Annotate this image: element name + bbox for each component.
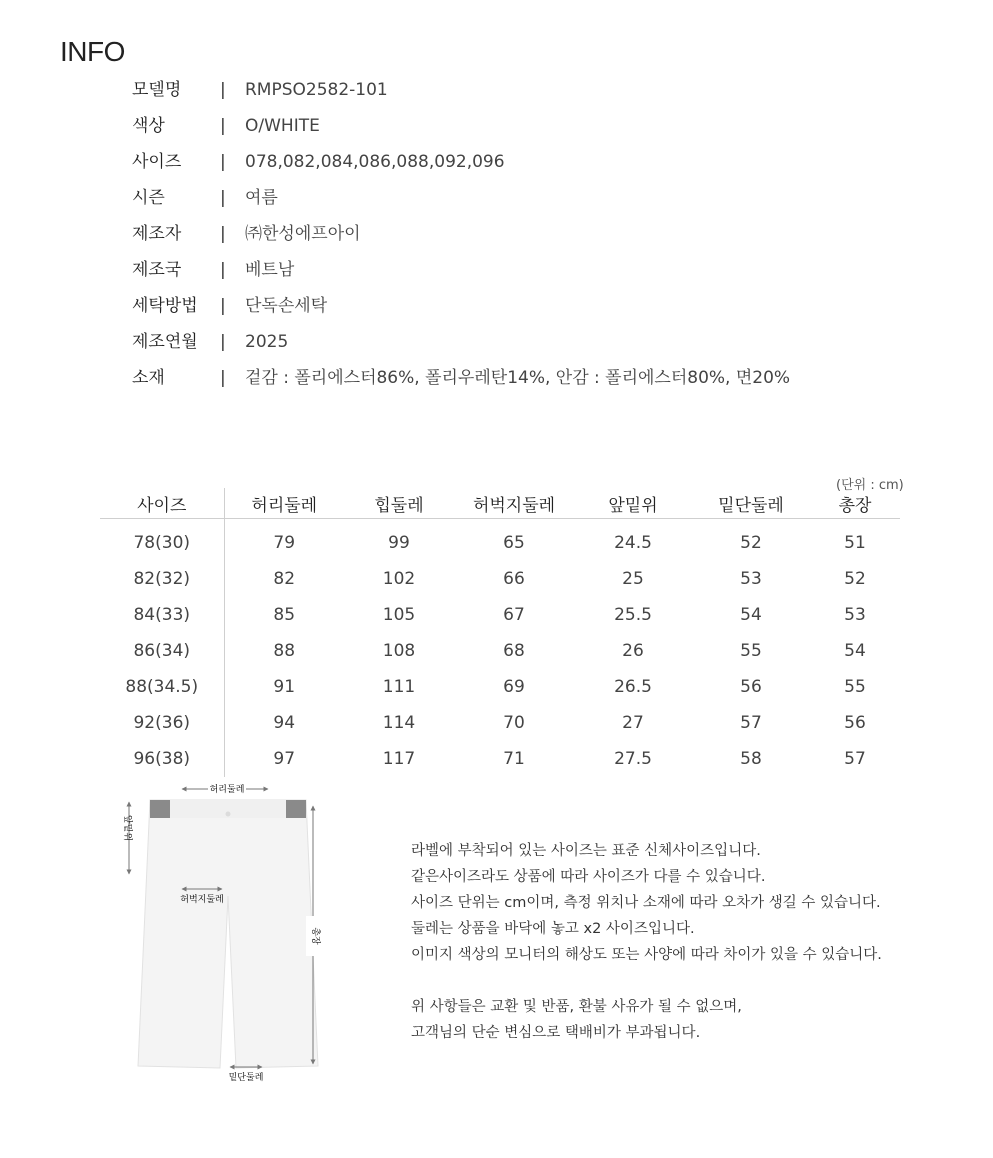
info-separator: | — [220, 188, 226, 208]
table-cell: 68 — [503, 641, 525, 661]
table-cell: 25.5 — [614, 605, 652, 625]
table-cell: 97 — [273, 749, 296, 769]
info-value: O/WHITE — [245, 116, 320, 136]
shorts-illustration — [138, 800, 318, 1068]
note-line: 사이즈 단위는 cm이며, 측정 위치나 소재에 따라 오차가 생길 수 있습니다. — [411, 895, 881, 911]
table-cell: 53 — [844, 605, 866, 625]
table-cell: 91 — [273, 677, 296, 697]
info-value: 078,082,084,086,088,092,096 — [245, 152, 505, 172]
note-line: 이미지 색상의 모니터의 해상도 또는 사양에 따라 차이가 있을 수 있습니다. — [411, 947, 882, 963]
info-label: 제조연월 — [132, 332, 198, 352]
info-value: 2025 — [245, 332, 289, 352]
table-cell: 65 — [503, 533, 525, 553]
table-cell: 51 — [844, 533, 866, 553]
table-cell: 94 — [273, 713, 296, 733]
note-line: 둘레는 상품을 바닥에 놓고 x2 사이즈입니다. — [411, 921, 695, 937]
length-label: 총장 — [310, 927, 320, 945]
note-line: 위 사항들은 교환 및 반품, 환불 사유가 될 수 없으며, — [411, 999, 742, 1015]
table-cell: 79 — [273, 533, 296, 553]
table-cell: 70 — [503, 713, 525, 733]
waistband-accent-left — [150, 800, 170, 818]
table-cell: 111 — [382, 677, 416, 697]
table-cell: 56 — [844, 713, 866, 733]
table-cell: 102 — [382, 569, 416, 589]
table-cell: 54 — [844, 641, 866, 661]
table-cell: 88 — [273, 641, 296, 661]
table-cell: 84(33) — [100, 597, 224, 633]
table-cell: 96(38) — [100, 741, 224, 777]
header-hem: 밑단둘레 — [692, 488, 810, 519]
info-label: 제조자 — [132, 224, 182, 244]
table-cell: 71 — [503, 749, 525, 769]
header-waist: 허리둘레 — [224, 488, 344, 519]
table-cell: 88(34.5) — [100, 669, 224, 705]
info-separator: | — [220, 116, 226, 136]
table-row — [100, 705, 900, 741]
note-line: 같은사이즈라도 상품에 따라 사이즈가 다를 수 있습니다. — [411, 869, 766, 885]
info-separator: | — [220, 368, 226, 388]
table-cell: 69 — [503, 677, 525, 697]
table-header-row — [100, 488, 900, 519]
header-hip: 힙둘레 — [344, 488, 454, 519]
table-cell: 55 — [844, 677, 866, 697]
table-cell: 27 — [622, 713, 644, 733]
info-separator: | — [220, 260, 226, 280]
table-cell: 114 — [382, 713, 416, 733]
table-cell: 99 — [388, 533, 410, 553]
size-notes — [411, 838, 882, 1046]
table-cell: 117 — [382, 749, 416, 769]
table-cell: 53 — [740, 569, 762, 589]
info-value: 단독손세탁 — [245, 296, 328, 316]
table-cell: 66 — [503, 569, 525, 589]
info-label: 세탁방법 — [132, 296, 198, 316]
waist-label: 허리둘레 — [209, 785, 245, 795]
table-cell: 27.5 — [614, 749, 652, 769]
button-icon — [226, 812, 231, 817]
table-row — [100, 669, 900, 705]
info-value: 여름 — [245, 188, 278, 208]
info-label: 시즌 — [132, 188, 165, 208]
table-cell: 24.5 — [614, 533, 652, 553]
table-cell: 54 — [740, 605, 762, 625]
info-value: 베트남 — [245, 260, 295, 280]
shorts-measurement-diagram — [110, 776, 340, 1096]
table-cell: 55 — [740, 641, 762, 661]
info-label: 모델명 — [132, 80, 182, 100]
info-separator: | — [220, 296, 226, 316]
table-cell: 26 — [622, 641, 644, 661]
table-row — [100, 633, 900, 669]
info-separator: | — [220, 224, 226, 244]
info-separator: | — [220, 80, 226, 100]
header-size: 사이즈 — [100, 488, 224, 519]
table-row — [100, 597, 900, 633]
table-cell: 108 — [382, 641, 416, 661]
header-thigh: 허벅지둘레 — [454, 488, 574, 519]
header-front-rise: 앞밑위 — [574, 488, 692, 519]
table-cell: 86(34) — [100, 633, 224, 669]
table-row — [100, 741, 900, 777]
table-cell: 67 — [503, 605, 525, 625]
info-label: 소재 — [132, 368, 165, 388]
table-cell: 57 — [740, 713, 762, 733]
info-title: INFO — [60, 36, 125, 67]
info-value: 겉감 : 폴리에스터86%, 폴리우레탄14%, 안감 : 폴리에스터80%, 면20% — [245, 368, 791, 388]
table-cell: 26.5 — [614, 677, 652, 697]
table-cell: 52 — [740, 533, 762, 553]
header-length: 총장 — [810, 488, 900, 519]
size-table — [100, 488, 900, 777]
info-value: ㈜한성에프아이 — [245, 224, 361, 244]
info-label: 제조국 — [132, 260, 182, 280]
table-cell: 78(30) — [100, 519, 224, 562]
front-rise-label: 앞밑위 — [122, 814, 132, 842]
table-cell: 52 — [844, 569, 866, 589]
info-separator: | — [220, 152, 226, 172]
table-row — [100, 561, 900, 597]
table-cell: 25 — [622, 569, 644, 589]
table-cell: 105 — [382, 605, 416, 625]
waistband-accent-right — [286, 800, 306, 818]
unit-note: (단위 : cm) — [836, 478, 904, 493]
info-label: 사이즈 — [132, 152, 182, 172]
table-cell: 92(36) — [100, 705, 224, 741]
table-cell: 82(32) — [100, 561, 224, 597]
table-cell: 58 — [740, 749, 762, 769]
table-cell: 57 — [844, 749, 866, 769]
thigh-label: 허벅지둘레 — [180, 895, 224, 905]
note-line: 고객님의 단순 변심으로 택배비가 부과됩니다. — [411, 1025, 701, 1041]
hem-label: 밑단둘레 — [228, 1073, 264, 1083]
table-cell: 56 — [740, 677, 762, 697]
info-value: RMPSO2582-101 — [245, 80, 388, 100]
table-row — [100, 519, 900, 562]
table-cell: 82 — [273, 569, 296, 589]
info-label: 색상 — [132, 116, 165, 136]
note-line: 라벨에 부착되어 있는 사이즈는 표준 신체사이즈입니다. — [411, 843, 761, 859]
table-cell: 85 — [273, 605, 296, 625]
info-separator: | — [220, 332, 226, 352]
